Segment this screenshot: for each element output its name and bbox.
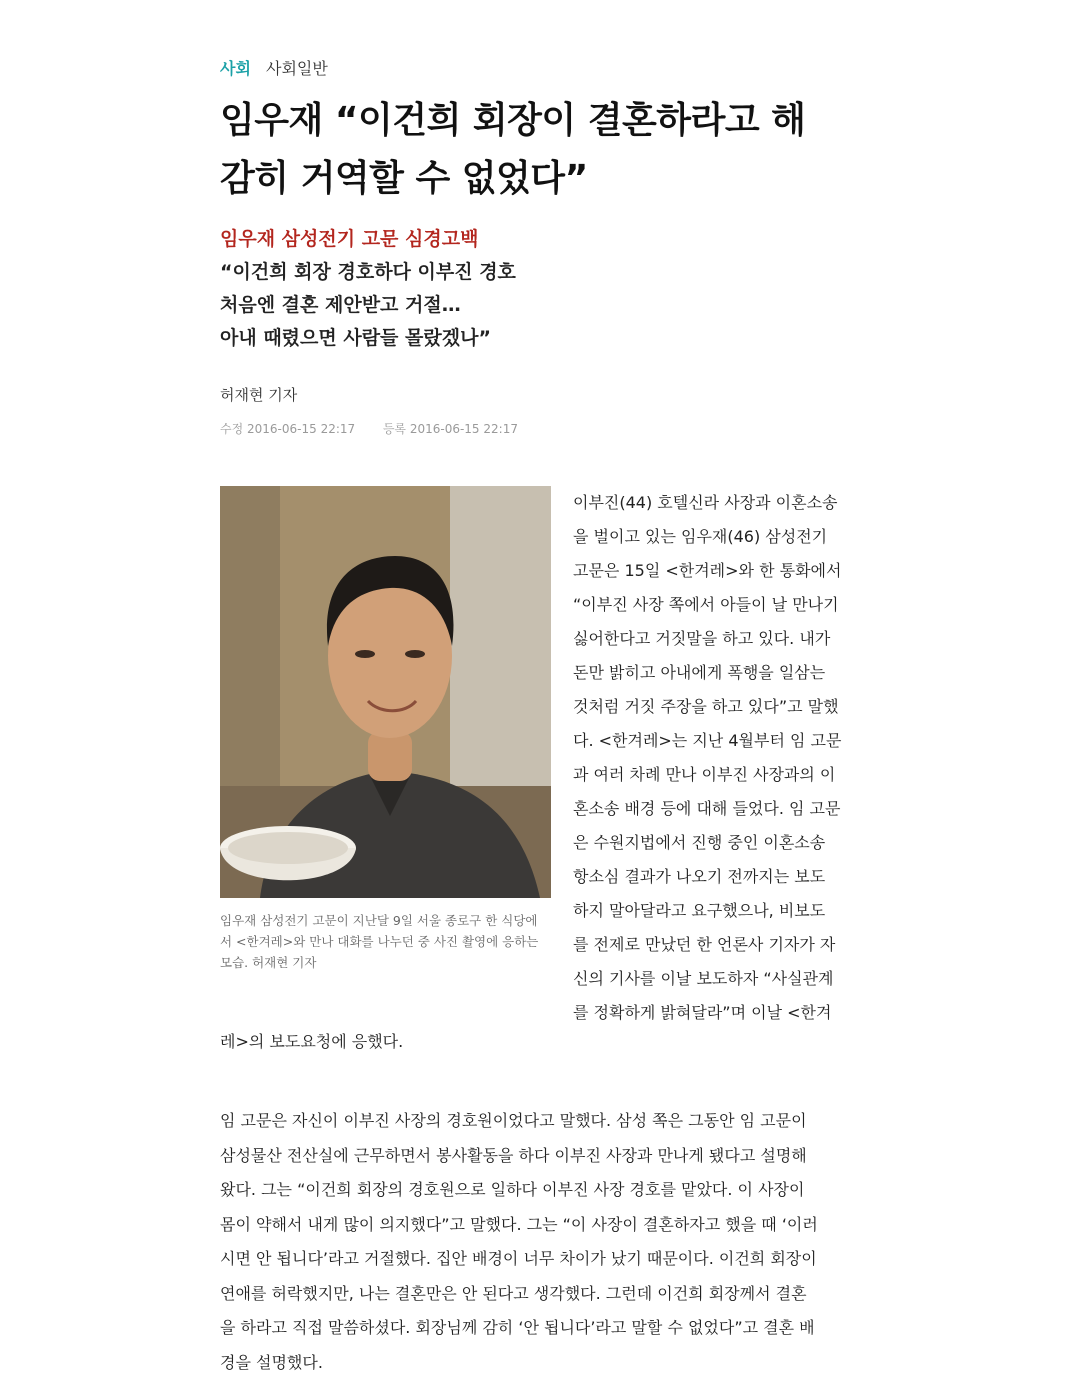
author-link[interactable]: 허재현 기자 <box>220 386 298 404</box>
registered-label: 등록 <box>382 422 406 436</box>
breadcrumb-section-link[interactable]: 사회 <box>220 59 251 78</box>
body-line: 다. <한겨레>는 지난 4월부터 임 고문 <box>573 731 842 750</box>
breadcrumb <box>220 58 328 80</box>
article-body-paragraph-2 <box>220 1104 865 1380</box>
article-body-paragraph-1 <box>573 486 865 1030</box>
body-line: 왔다. 그는 “이건희 회장의 경호원으로 일하다 이부진 사장 경호를 맡았다. 이 사장이 <box>220 1180 805 1199</box>
modified-label: 수정 <box>220 422 244 436</box>
article-photo[interactable] <box>220 486 551 898</box>
subtitle-line: “이건희 회장 경호하다 이부진 경호 <box>220 261 516 283</box>
caption-line: 임우재 삼성전기 고문이 지난달 9일 서울 종로구 한 식당에 <box>220 913 538 928</box>
subtitle-lead: 임우재 삼성전기 고문 심경고백 <box>220 228 479 250</box>
modified-date: 2016-06-15 22:17 <box>247 422 356 436</box>
page-title <box>220 92 860 208</box>
body-line: 연애를 허락했지만, 나는 결혼만은 안 된다고 생각했다. 그런데 이건희 회장께서 결혼 <box>220 1283 807 1303</box>
breadcrumb-subsection-link[interactable]: 사회일반 <box>266 59 328 78</box>
body-line: 고문은 15일 <한겨레>와 한 통화에서 <box>573 561 842 580</box>
body-line: 싫어한다고 거짓말을 하고 있다. 내가 <box>573 629 831 648</box>
body-line: 경을 설명했다. <box>220 1352 323 1372</box>
body-line: 몸이 약해서 내게 많이 의지했다”고 말했다. 그는 “이 사장이 결혼하자고 했을 때 ‘이러 <box>220 1214 818 1234</box>
body-line: 신의 기사를 이날 보도하자 “사실관계 <box>573 969 834 988</box>
portrait-illustration <box>220 486 551 898</box>
byline <box>220 384 297 406</box>
body-line: 혼소송 배경 등에 대해 들었다. 임 고문 <box>573 799 841 818</box>
body-line: 레>의 보도요청에 응했다. <box>220 1032 404 1051</box>
subtitle-line: 처음엔 결혼 제안받고 거절… <box>220 294 461 316</box>
body-line: 이부진(44) 호텔신라 사장과 이혼소송 <box>573 493 838 512</box>
body-line: 를 정확하게 밝혀달라”며 이날 <한겨 <box>573 1003 832 1022</box>
body-line: 을 하라고 직접 말씀하셨다. 회장님께 감히 ‘안 됩니다’라고 말할 수 없었다”고 결혼 배 <box>220 1318 815 1337</box>
body-line: 삼성물산 전산실에 근무하면서 봉사활동을 하다 이부진 사장과 만나게 됐다고 설명해 <box>220 1145 807 1165</box>
body-line: 은 수원지법에서 진행 중인 이혼소송 <box>573 833 826 852</box>
subtitle-line: 아내 때렸으면 사람들 몰랐겠나” <box>220 327 491 349</box>
headline-line-2: 감히 거역할 수 없었다” <box>220 158 588 199</box>
body-line: 임 고문은 자신이 이부진 사장의 경호원이었다고 말했다. 삼성 쪽은 그동안 임 고문이 <box>220 1111 807 1130</box>
article-subtitle <box>220 222 860 355</box>
registered-date: 2016-06-15 22:17 <box>409 422 518 436</box>
body-line: “이부진 사장 쪽에서 아들이 날 만나기 <box>573 595 839 614</box>
article-dates <box>220 420 518 438</box>
body-line: 과 여러 차례 만나 이부진 사장과의 이 <box>573 765 836 784</box>
body-line: 항소심 결과가 나오기 전까지는 보도 <box>573 867 826 886</box>
body-line: 돈만 밝히고 아내에게 폭행을 일삼는 <box>573 663 826 682</box>
article-figure <box>220 486 551 973</box>
headline-line-1: 임우재 “이건희 회장이 결혼하라고 해 <box>220 100 806 141</box>
body-line: 것처럼 거짓 주장을 하고 있다”고 말했 <box>573 697 839 716</box>
body-line: 을 벌이고 있는 임우재(46) 삼성전기 <box>573 527 828 546</box>
photo-caption <box>220 910 545 973</box>
body-line: 하지 말아달라고 요구했으나, 비보도 <box>573 901 826 920</box>
caption-line: 모습. 허재현 기자 <box>220 955 317 970</box>
body-line: 를 전제로 만났던 한 언론사 기자가 자 <box>573 935 836 954</box>
body-line: 시면 안 됩니다’라고 거절했다. 집안 배경이 너무 차이가 났기 때문이다. 이건희 회장이 <box>220 1249 817 1268</box>
caption-line: 서 <한겨레>와 만나 대화를 나누던 중 사진 촬영에 응하는 <box>220 934 539 949</box>
